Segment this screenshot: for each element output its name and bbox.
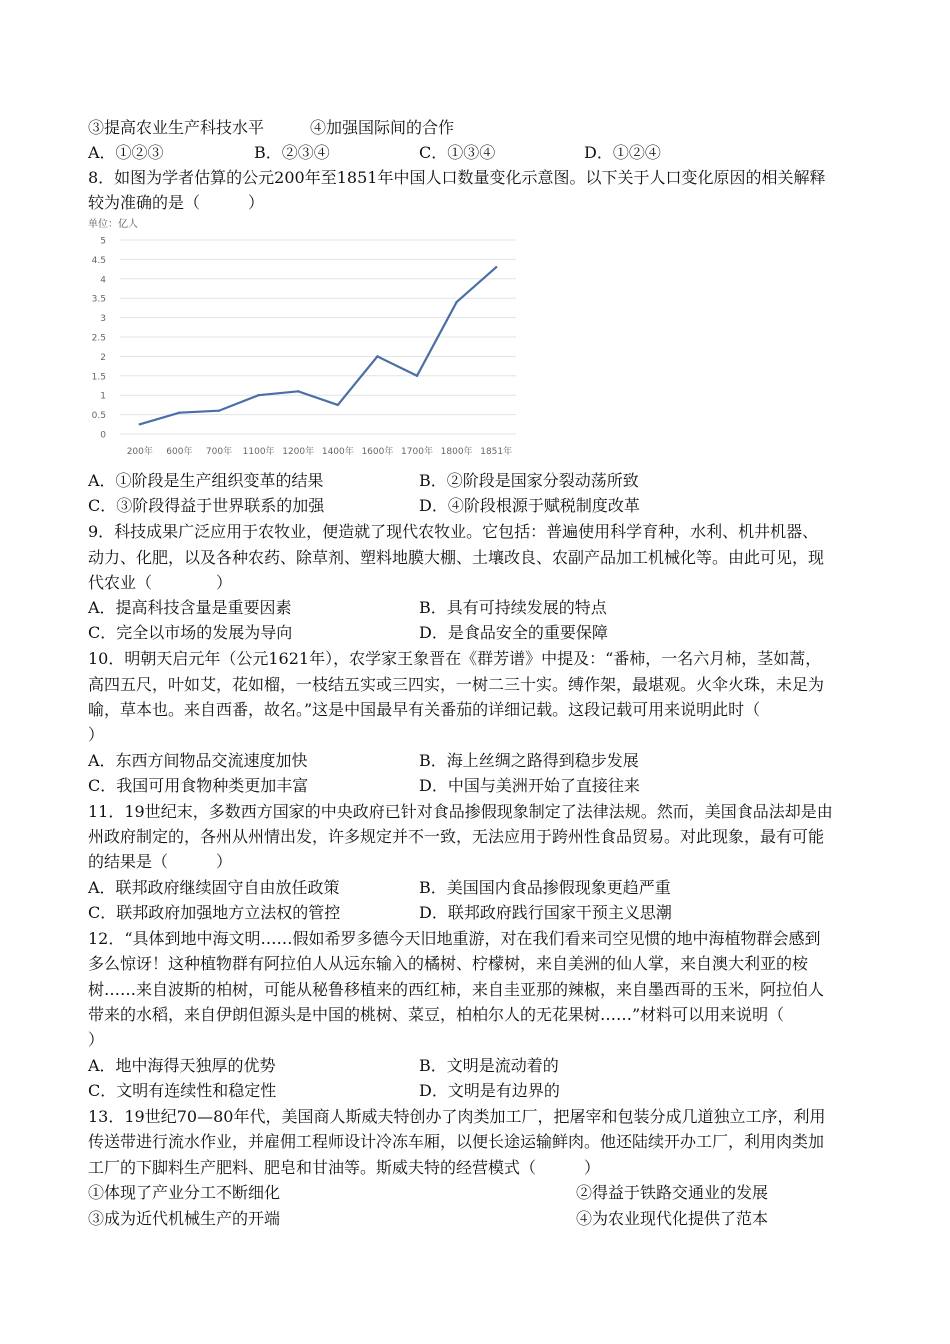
q7-option-3: ③提高农业生产科技水平 bbox=[88, 118, 265, 137]
q7-choice-d[interactable]: D．①②④ bbox=[584, 143, 661, 162]
y-tick-label: 1 bbox=[100, 391, 106, 402]
q10-stem-line-1: 10．明朝天启元年（公元1621年），农学家王象晋在《群芳谱》中提及：“番柿，一名六月柿，茎如蒿， bbox=[88, 649, 822, 668]
y-tick-label: 2.5 bbox=[91, 333, 106, 344]
q9-stem-line-1: 9．科技成果广泛应用于农牧业，便造就了现代农牧业。它包括：普遍使用科学育种，水利、机井机器、 bbox=[88, 522, 819, 541]
q13-stem-line-2: 传送带进行流水作业，并雇佣工程师设计冷冻车厢，以便长途运输鲜肉。他还陆续开办工厂，利用肉类加 bbox=[88, 1132, 825, 1151]
x-tick-label: 1700年 bbox=[401, 447, 433, 457]
q13-statement-4: ④为农业现代化提供了范本 bbox=[576, 1209, 769, 1228]
q9-choice-c[interactable]: C．完全以市场的发展为导向 bbox=[88, 623, 293, 642]
x-tick-label: 1400年 bbox=[321, 447, 354, 457]
q9-choice-d[interactable]: D．是食品安全的重要保障 bbox=[419, 623, 608, 642]
q13-stem-line-1: 13．19世纪70—80年代，美国商人斯威夫特创办了肉类加工厂，把屠宰和包装分成几道独立工序，利用 bbox=[88, 1107, 826, 1126]
q8-stem-line-2: 较为准确的是（ ） bbox=[88, 193, 265, 212]
q12-stem-line-1: 12．“具体到地中海文明……假如希罗多德今天旧地重游，对在我们看来司空见惯的地中海植物群会感到 bbox=[88, 929, 821, 948]
q11-choice-d[interactable]: D．联邦政府践行国家干预主义思潮 bbox=[419, 903, 672, 922]
data-point bbox=[297, 390, 299, 392]
x-tick-label: 1100年 bbox=[242, 447, 275, 457]
y-tick-label: 0 bbox=[100, 430, 106, 441]
q12-choice-d[interactable]: D．文明是有边界的 bbox=[419, 1081, 560, 1100]
q12-choice-a[interactable]: A．地中海得天独厚的优势 bbox=[88, 1056, 276, 1075]
q8-choice-a[interactable]: A．①阶段是生产组织变革的结果 bbox=[88, 471, 324, 490]
q11-choice-c[interactable]: C．联邦政府加强地方立法权的管控 bbox=[88, 903, 341, 922]
q12-choice-b[interactable]: B．文明是流动着的 bbox=[419, 1056, 559, 1075]
data-point bbox=[376, 355, 378, 357]
q9-choice-a[interactable]: A．提高科技含量是重要因素 bbox=[88, 598, 292, 617]
q11-stem-line-1: 11．19世纪末，多数西方国家的中央政府已针对食品掺假现象制定了法律法规。然而，美国食品法却是由 bbox=[88, 802, 833, 821]
x-tick-label: 1800年 bbox=[440, 447, 473, 457]
data-point bbox=[337, 404, 339, 406]
q13-statement-2: ②得益于铁路交通业的发展 bbox=[576, 1183, 769, 1202]
data-point bbox=[218, 410, 220, 412]
q10-choice-c[interactable]: C．我国可用食物种类更加丰富 bbox=[88, 776, 309, 795]
x-tick-label: 1600年 bbox=[361, 447, 394, 457]
q12-stem-line-5: ） bbox=[88, 1030, 105, 1049]
y-tick-label: 1.5 bbox=[91, 372, 106, 383]
q9-choice-b[interactable]: B．具有可持续发展的特点 bbox=[419, 598, 607, 617]
population-line-chart bbox=[86, 213, 536, 463]
population-series-line bbox=[140, 267, 496, 424]
x-tick-label: 1200年 bbox=[282, 447, 315, 457]
data-point bbox=[495, 266, 497, 268]
data-point bbox=[178, 411, 180, 413]
q13-stem-line-3: 工厂的下脚料生产肥料、肥皂和甘油等。斯威夫特的经营模式（ ） bbox=[88, 1158, 601, 1177]
x-tick-label: 1851年 bbox=[480, 447, 513, 457]
q7-choice-a[interactable]: A．①②③ bbox=[88, 143, 164, 162]
q11-stem-line-3: 的结果是（ ） bbox=[88, 852, 233, 871]
q12-stem-line-2: 多么惊讶！这种植物群有阿拉伯人从远东输入的橘树、柠檬树，来自美洲的仙人掌，来自澳大利亚的桉 bbox=[88, 954, 809, 973]
x-tick-label: 600年 bbox=[166, 447, 193, 457]
x-tick-label: 200年 bbox=[126, 447, 153, 457]
y-tick-label: 2 bbox=[100, 352, 106, 363]
q9-stem-line-3: 代农业（ ） bbox=[88, 573, 233, 592]
q13-statement-1: ①体现了产业分工不断细化 bbox=[88, 1183, 281, 1202]
q8-choice-d[interactable]: D．④阶段根源于赋税制度改革 bbox=[419, 496, 640, 515]
q8-stem-line-1: 8．如图为学者估算的公元200年至1851年中国人口数量变化示意图。以下关于人口变化原因的相关解释 bbox=[88, 168, 826, 187]
q10-stem-line-2: 高四五尺，叶如艾，花如榴，一枝结五实或三四实，一树二三十实。缚作架，最堪观。火伞火珠，未足为 bbox=[88, 675, 825, 694]
data-point bbox=[139, 423, 141, 425]
q12-choice-c[interactable]: C．文明有连续性和稳定性 bbox=[88, 1081, 277, 1100]
q13-statement-3: ③成为近代机械生产的开端 bbox=[88, 1209, 281, 1228]
y-tick-label: 0.5 bbox=[91, 411, 106, 422]
q10-choice-d[interactable]: D．中国与美洲开始了直接往来 bbox=[419, 776, 640, 795]
q10-stem-line-4: ） bbox=[88, 725, 105, 744]
q8-choice-b[interactable]: B．②阶段是国家分裂动荡所致 bbox=[419, 471, 639, 490]
q7-choice-c[interactable]: C．①③④ bbox=[419, 143, 496, 162]
y-tick-label: 3.5 bbox=[91, 294, 106, 305]
y-tick-label: 5 bbox=[100, 236, 106, 247]
data-point bbox=[416, 375, 418, 377]
y-tick-label: 4 bbox=[100, 275, 106, 286]
chart-unit-label: 单位：亿人 bbox=[88, 219, 138, 230]
q12-stem-line-4: 带来的水稻，来自伊朗但源头是中国的桃树、菜豆，柏柏尔人的无花果树……”材料可以用来说明（ bbox=[88, 1005, 785, 1024]
y-tick-label: 4.5 bbox=[91, 255, 106, 266]
q10-stem-line-3: 喻，草本也。来自西番，故名。”这是中国最早有关番茄的详细记载。这段记载可用来说明此时（ bbox=[88, 700, 761, 719]
q7-choice-b[interactable]: B．②③④ bbox=[254, 143, 330, 162]
data-point bbox=[257, 394, 259, 396]
x-tick-label: 700年 bbox=[205, 447, 233, 457]
y-tick-label: 3 bbox=[100, 314, 106, 325]
q10-choice-a[interactable]: A．东西方间物品交流速度加快 bbox=[88, 751, 308, 770]
q8-choice-c[interactable]: C．③阶段得益于世界联系的加强 bbox=[88, 496, 325, 515]
q7-option-4: ④加强国际间的合作 bbox=[310, 118, 455, 137]
q11-choice-a[interactable]: A．联邦政府继续固守自由放任政策 bbox=[88, 878, 340, 897]
data-point bbox=[455, 301, 457, 303]
q12-stem-line-3: 树……来自波斯的柏树，可能从秘鲁移植来的西红柿，来自圭亚那的辣椒，来自墨西哥的玉米，阿拉伯人 bbox=[88, 980, 825, 999]
q11-choice-b[interactable]: B．美国国内食品掺假现象更趋严重 bbox=[419, 878, 671, 897]
q10-choice-b[interactable]: B．海上丝绸之路得到稳步发展 bbox=[419, 751, 639, 770]
q11-stem-line-2: 州政府制定的，各州从州情出发，许多规定并不一致，无法应用于跨州性食品贸易。对此现象，最有可能 bbox=[88, 827, 825, 846]
q9-stem-line-2: 动力、化肥，以及各种农药、除草剂、塑料地膜大棚、土壤改良、农副产品加工机械化等。由此可见，现 bbox=[88, 548, 825, 567]
